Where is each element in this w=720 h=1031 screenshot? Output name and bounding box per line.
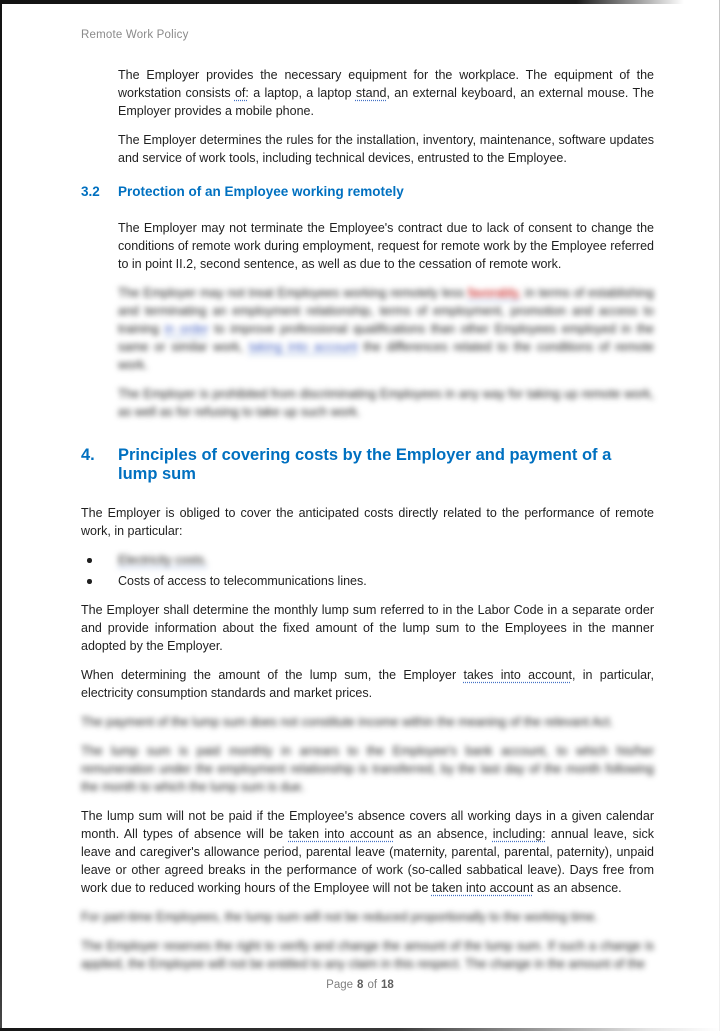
document-header-title: Remote Work Policy bbox=[81, 29, 189, 41]
paragraph bbox=[118, 66, 654, 120]
list-item bbox=[81, 551, 654, 569]
text-run: including: bbox=[492, 827, 546, 841]
heading-number: 4. bbox=[81, 446, 95, 464]
heading-text: Principles of covering costs by the Employer and payment of a lump sum bbox=[118, 446, 612, 483]
paragraph-redacted bbox=[81, 937, 654, 973]
text-run: The Employer is obliged to cover the anticipated costs directly related to the performance of remote work, in particular: bbox=[81, 506, 654, 538]
page-edge-top bbox=[0, 0, 720, 4]
text-run: The Employer provides the necessary equipment for the workplace. The equipment of the workstation consists bbox=[118, 68, 654, 100]
text-run: annual leave, sick leave and caregiver's allowance period, parental leave (maternity, parental, parental, paternity), unpaid leave or other agreed breaks in the performance of work (so-called sabbatical leave). Days free from work due to reduced working hours of the Employee will not be bbox=[81, 827, 654, 895]
text-run: in terms of establishing and terminating an employment relationship, terms of employment, promotion and access to training bbox=[118, 286, 654, 336]
list-item-text-redacted bbox=[118, 553, 208, 567]
text-run: The lump sum will not be paid if the Employee's absence covers all working days in a given calendar month. All types of absence will be bbox=[81, 809, 654, 841]
text-run: of: bbox=[234, 86, 249, 100]
text-run: , an external keyboard, an external mouse. The Employer provides a mobile phone. bbox=[118, 86, 655, 118]
text-run: , in particular, electricity consumption standards and market prices. bbox=[81, 668, 655, 700]
text-run: stand bbox=[355, 86, 387, 100]
text-run: When determining the amount of the lump sum, the Employer bbox=[81, 668, 464, 682]
text-run: The Employer may not treat Employees working remotely less bbox=[118, 286, 468, 300]
bullet-icon bbox=[87, 579, 92, 584]
text-run: The Employer reserves the right to verify and change the amount of the lump sum. If such a change is applied, the Employee will not be entitled to any claim in this respect. The change in the amount of the bbox=[81, 939, 654, 971]
text-run: The Employer shall determine the monthly lump sum referred to in the Labor Code in a separate order and provide information about the fixed amount of the lump sum to the Employees in the manner adopted by the Employer. bbox=[81, 603, 654, 653]
text-run: takes into account bbox=[463, 668, 572, 682]
footer-page-label: Page bbox=[326, 979, 354, 991]
text-run: favorably, bbox=[467, 286, 522, 300]
paragraph bbox=[81, 666, 654, 702]
text-run: The Employer is prohibited from discriminating Employees in any way for taking up remote work, as well as for refusing to take up such work. bbox=[118, 387, 654, 419]
text-run: The Employer determines the rules for the installation, inventory, maintenance, software updates and service of work tools, including technical devices, entrusted to the Employee. bbox=[118, 133, 654, 165]
section-heading bbox=[81, 446, 654, 484]
paragraph bbox=[81, 601, 654, 655]
page-edge-left bbox=[0, 0, 2, 1031]
text-run: Costs of access to telecommunications lines. bbox=[118, 574, 367, 588]
text-run: For part-time Employees, the lump sum will not be reduced proportionally to the working time. bbox=[81, 910, 598, 924]
subsection-heading bbox=[81, 184, 654, 200]
paragraph bbox=[81, 807, 654, 897]
paragraph bbox=[118, 219, 654, 273]
list-item-text bbox=[118, 574, 367, 588]
footer-of-label: of bbox=[367, 979, 378, 991]
text-run: as an absence. bbox=[533, 881, 622, 895]
paragraph-redacted bbox=[118, 385, 654, 421]
page-footer bbox=[0, 979, 720, 991]
paragraph bbox=[81, 504, 654, 540]
text-run: the differences related to the conditions of remote work. bbox=[118, 340, 654, 372]
text-run: The payment of the lump sum does not constitute income within the meaning of the relevant Act. bbox=[81, 715, 614, 729]
text-run: taken into account bbox=[431, 881, 534, 895]
paragraph-redacted bbox=[118, 284, 654, 374]
list-item bbox=[81, 572, 654, 590]
text-run: as an absence, bbox=[393, 827, 493, 841]
text-run: Electricity costs. bbox=[118, 553, 208, 567]
bullet-list bbox=[81, 551, 654, 590]
heading-text: Protection of an Employee working remotely bbox=[118, 184, 404, 199]
text-run: in order bbox=[164, 322, 209, 336]
footer-total-pages: 18 bbox=[381, 979, 394, 991]
text-run: taken into account bbox=[288, 827, 394, 841]
paragraph-redacted bbox=[81, 742, 654, 796]
paragraph bbox=[118, 131, 654, 167]
text-run: a laptop, a laptop bbox=[248, 86, 356, 100]
text-run: to improve professional qualifications than other Employees employed in the same or similar work, bbox=[118, 322, 654, 354]
text-run: The lump sum is paid monthly in arrears to the Employee's bank account, to which his/her remuneration under the employment relationship is transferred, by the last day of the month following the month to which the lump sum is due. bbox=[81, 744, 654, 794]
footer-current-page: 8 bbox=[357, 979, 364, 991]
heading-number: 3.2 bbox=[81, 184, 100, 199]
document-body bbox=[81, 66, 654, 984]
text-run: taking into account bbox=[248, 340, 358, 354]
bullet-icon bbox=[87, 558, 92, 563]
paragraph-redacted bbox=[81, 908, 654, 926]
paragraph-redacted bbox=[81, 713, 654, 731]
text-run: The Employer may not terminate the Employee's contract due to lack of consent to change the conditions of remote work during employment, request for remote work by the Employee referred to in point II.2, second sentence, as well as due to the cessation of remote work. bbox=[118, 221, 654, 271]
